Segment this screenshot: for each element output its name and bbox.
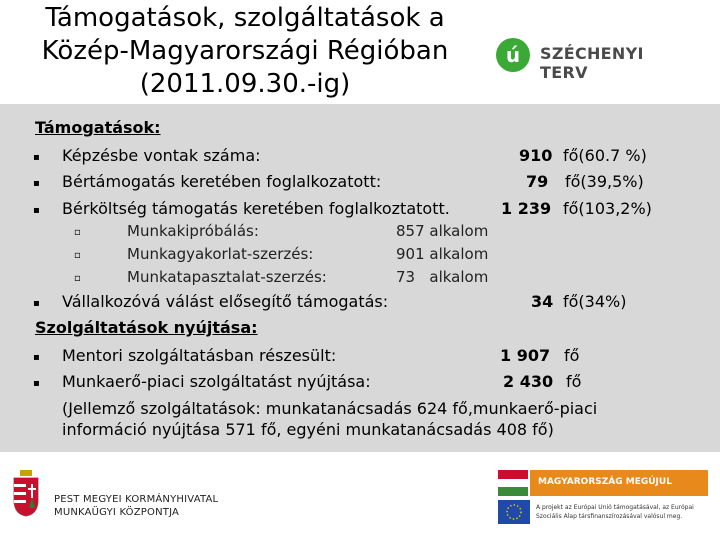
footer-org-line-1: PEST MEGYEI KORMÁNYHIVATAL (54, 494, 219, 505)
item-value: 79 (526, 172, 549, 191)
bullet-icon: ▪ (33, 152, 40, 163)
bullet-icon: ▪ (33, 378, 40, 389)
subitem-label: Munkakipróbálás: (127, 222, 259, 240)
item-label: Bértámogatás keretében foglalkozatott: (62, 172, 382, 191)
item-value: 34 (531, 292, 554, 311)
szechenyi-logo-text: SZÉCHENYI TERV (540, 44, 644, 82)
hungary-flag-icon (498, 470, 528, 496)
item-label: Bérköltség támogatás keretében foglalkoztatott. (62, 199, 450, 218)
hungarian-crest-icon (10, 468, 42, 518)
subitem-value: 901 alkalom (396, 245, 489, 263)
title-line-1: Támogatások, szolgáltatások a (45, 3, 445, 33)
subitem-value: 857 alkalom (396, 222, 489, 240)
item-value: 2 430 (503, 372, 554, 391)
title-line-3: (2011.09.30.-ig) (139, 69, 351, 99)
section-header-tamogatasok: Támogatások: (35, 118, 161, 137)
item-label: Mentori szolgáltatásban részesült: (62, 346, 337, 365)
item-unit: fő (566, 372, 582, 391)
sub-bullet-icon: ▫ (74, 250, 81, 261)
subitem-label: Munkagyakorlat-szerzés: (127, 245, 314, 263)
szechenyi-mark-icon: ú (496, 38, 530, 72)
section-header-szolgaltatasok: Szolgáltatások nyújtása: (35, 318, 258, 337)
item-value: 910 (519, 146, 553, 165)
szechenyi-logo (496, 32, 696, 80)
eu-text-line-2: Szociális Alap társfinanszírozásával valósul meg. (536, 513, 683, 520)
subitem-label: Munkatapasztalat-szerzés: (127, 268, 327, 286)
magyarorszag-megujul-logo (498, 470, 708, 496)
item-label: Képzésbe vontak száma: (62, 146, 261, 165)
item-unit: fő(34%) (563, 292, 627, 311)
item-unit: fő (564, 346, 580, 365)
item-value: 1 239 (501, 199, 552, 218)
eu-flag-icon (498, 500, 530, 524)
mm-banner (530, 470, 708, 496)
mm-banner-text: MAGYARORSZÁG MEGÚJUL (538, 477, 672, 487)
item-value: 1 907 (500, 346, 551, 365)
item-unit: fő(103,2%) (563, 199, 652, 218)
subitem-value: 73 alkalom (396, 268, 489, 286)
page-title (10, 2, 480, 101)
bullet-icon: ▪ (33, 178, 40, 189)
title-line-2: Közép-Magyarországi Régióban (41, 36, 449, 66)
sub-bullet-icon: ▫ (74, 273, 81, 284)
note-line-1: (Jellemző szolgáltatások: munkatanácsadás 624 fő,munkaerő-piaci (62, 399, 598, 418)
bullet-icon: ▪ (33, 205, 40, 216)
item-label: Vállalkozóvá válást elősegítő támogatás: (62, 292, 389, 311)
note-line-2: információ nyújtása 571 fő, egyéni munkatanácsadás 408 fő) (62, 420, 554, 439)
sub-bullet-icon: ▫ (74, 227, 81, 238)
eu-text-line-1: A projekt az Európai Unió támogatásával, az Európai (536, 504, 694, 511)
bullet-icon: ▪ (33, 298, 40, 309)
footer-org-line-2: MUNKAÜGYI KÖZPONTJA (54, 507, 180, 518)
item-unit: fő(39,5%) (565, 172, 644, 191)
item-label: Munkaerő-piaci szolgáltatást nyújtása: (62, 372, 371, 391)
bullet-icon: ▪ (33, 352, 40, 363)
item-unit: fő(60.7 %) (563, 146, 647, 165)
